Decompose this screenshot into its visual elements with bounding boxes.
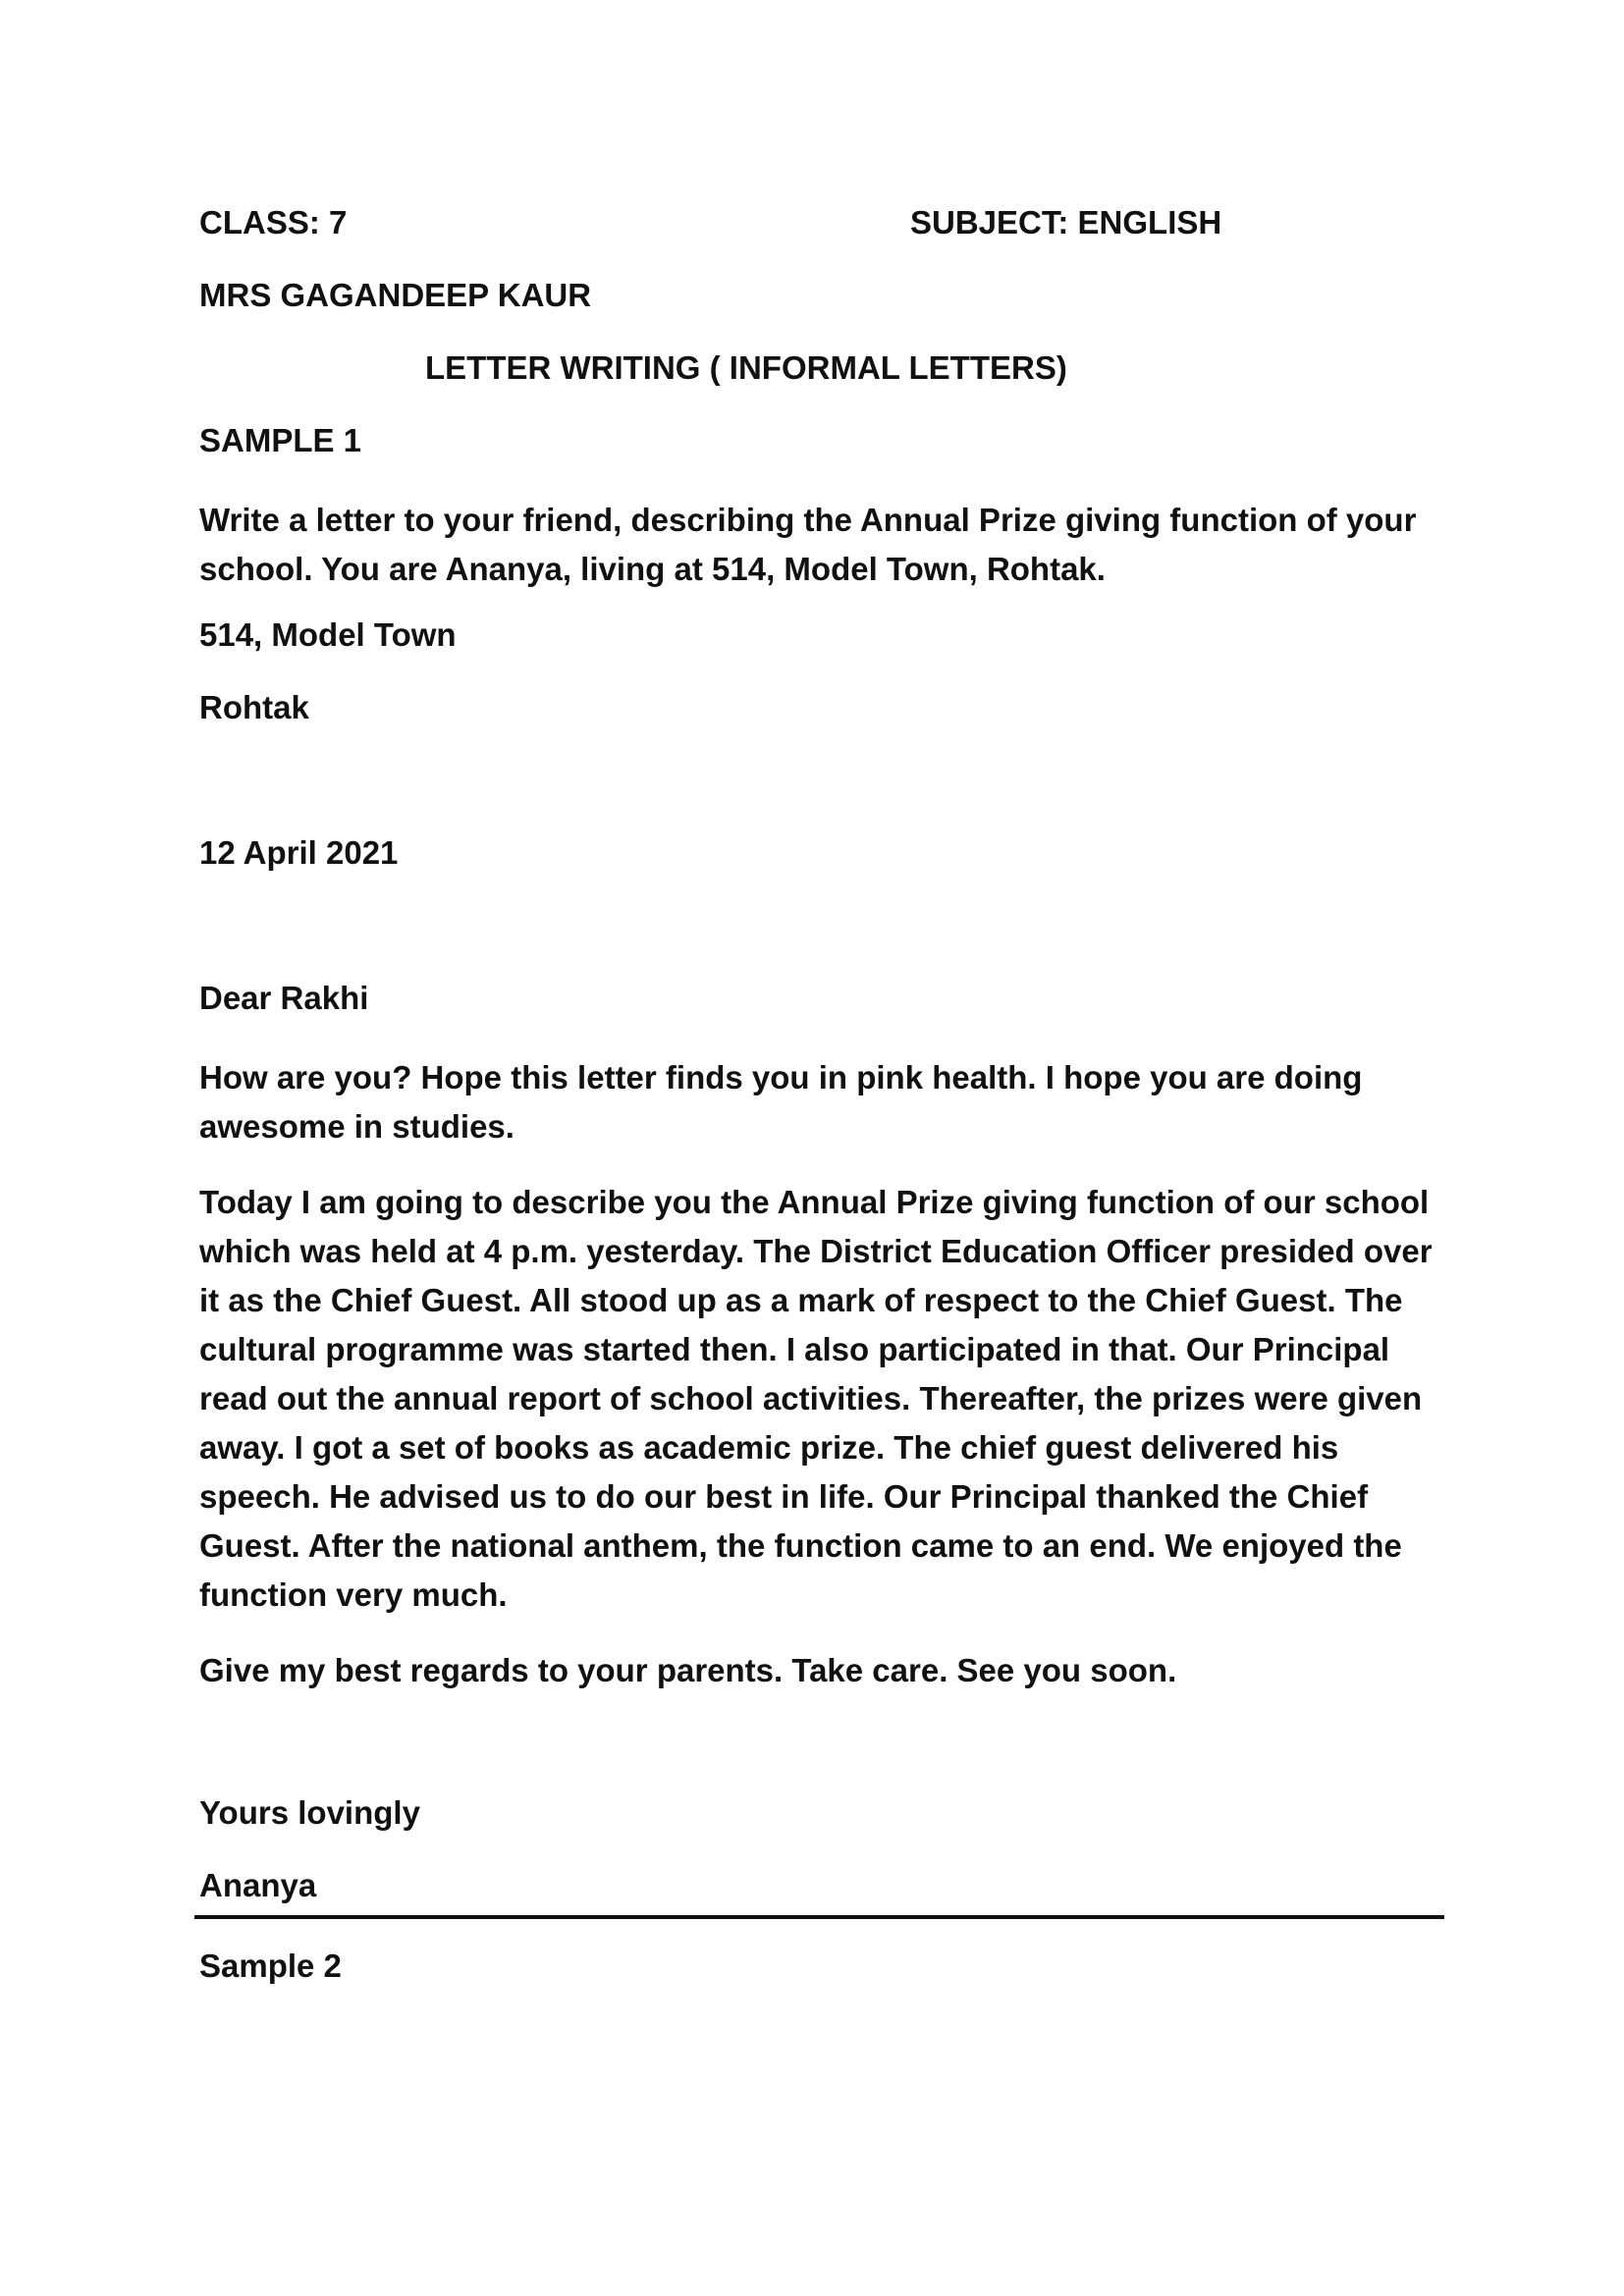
next-sample-heading: Sample 2 bbox=[199, 1948, 342, 1984]
letter-date: 12 April 2021 bbox=[199, 834, 399, 871]
subject-label: SUBJECT: ENGLISH bbox=[910, 204, 1222, 240]
letter-paragraph-3: Give my best regards to your parents. Take care. See you soon. bbox=[199, 1652, 1177, 1688]
page-title: LETTER WRITING ( INFORMAL LETTERS) bbox=[425, 349, 1067, 386]
salutation: Dear Rakhi bbox=[199, 980, 369, 1016]
closing: Yours lovingly bbox=[199, 1794, 420, 1831]
teacher-name: MRS GAGANDEEP KAUR bbox=[199, 277, 592, 313]
letter-paragraph-2: Today I am going to describe you the Annual Prize giving function of our school which was held at 4 p.m. yesterday. The District Education Officer presided over it as the Chief Guest. All stood up as a mark of respect to the Chief Guest. The cultural programme was started then. I also participated in that. Our Principal read out the annual report of school activities. Thereafter, the prizes were given away. I got a set of books as academic prize. The chief guest delivered his speech. He advised us to do our best in life. Our Principal thanked the Chief Guest. After the national anthem, the function came to an end. We enjoyed the function very much. bbox=[199, 1184, 1433, 1613]
class-label: CLASS: 7 bbox=[199, 204, 348, 240]
divider-line bbox=[194, 1915, 1444, 1919]
address-line-1: 514, Model Town bbox=[199, 616, 457, 653]
signature: Ananya bbox=[199, 1867, 317, 1903]
question-text: Write a letter to your friend, describing the Annual Prize giving function of your school. You are Ananya, living at 514, Model Town, Rohtak. bbox=[199, 502, 1417, 587]
address-line-2: Rohtak bbox=[199, 689, 309, 725]
sample-heading: SAMPLE 1 bbox=[199, 422, 362, 458]
letter-paragraph-1: How are you? Hope this letter finds you in pink health. I hope you are doing awesome in studies. bbox=[199, 1059, 1363, 1145]
